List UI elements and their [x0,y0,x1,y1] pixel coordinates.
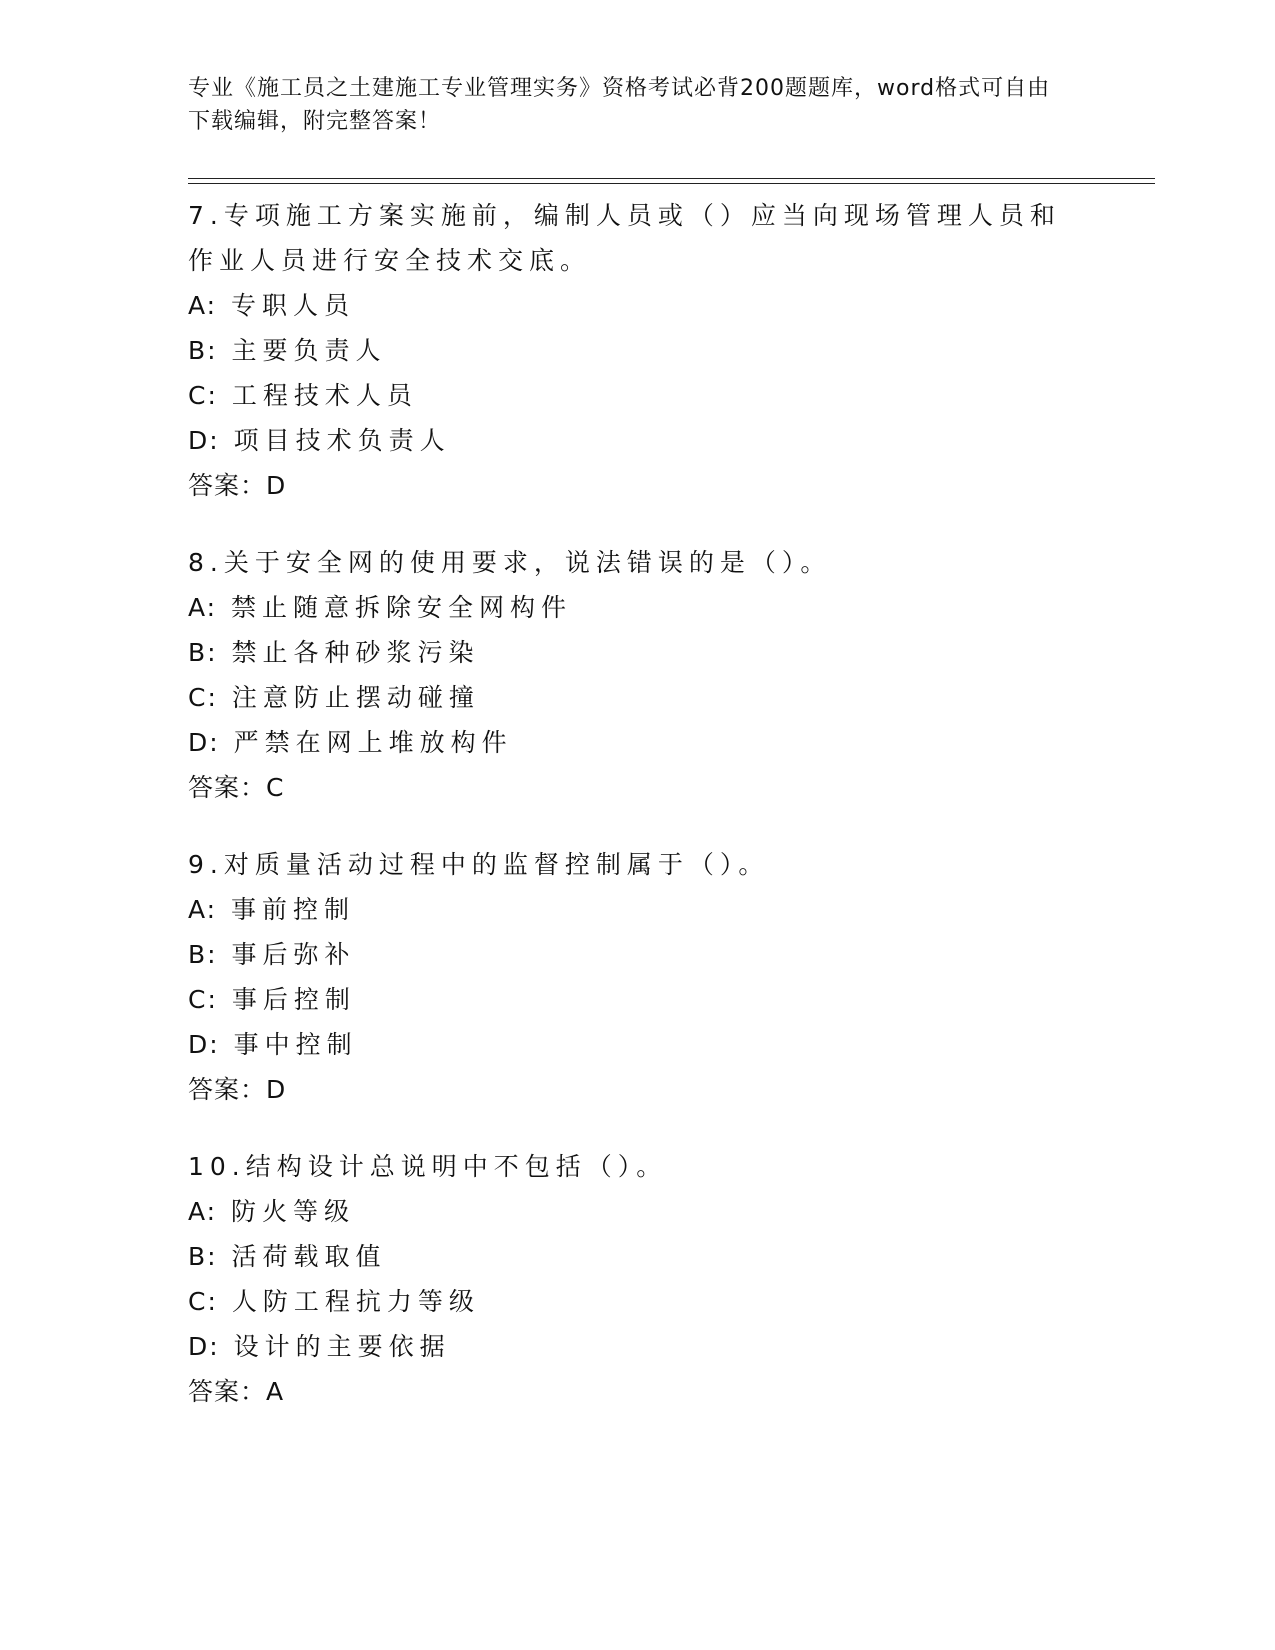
question-10 [188,1144,1088,1414]
option-letter: D: [188,426,220,455]
option-c [188,1279,1088,1324]
option-b [188,1234,1088,1279]
answer-line [188,765,1088,810]
answer-line [188,1067,1088,1112]
option-c [188,373,1088,418]
answer-label: 答案： [188,1377,267,1406]
option-text: 事中控制 [233,1030,358,1059]
option-text: 工程技术人员 [231,381,418,410]
option-letter: A: [188,291,218,320]
answer-value: D [266,1075,287,1104]
option-letter: C: [188,985,218,1014]
option-letter: B: [188,1242,218,1271]
option-text: 严禁在网上堆放构件 [233,728,513,757]
option-letter: D: [188,1030,220,1059]
option-text: 事前控制 [231,895,356,924]
option-d [188,720,1088,765]
answer-line [188,1369,1088,1414]
option-text: 事后控制 [231,985,356,1014]
question-stem: 8.关于安全网的使用要求，说法错误的是（）。 [188,548,832,577]
answer-line [188,463,1088,508]
header-divider-bottom [188,183,1155,184]
option-a [188,1189,1088,1234]
option-letter: C: [188,1287,218,1316]
option-b [188,630,1088,675]
option-d [188,418,1088,463]
option-b [188,328,1088,373]
question-stem: 10.结构设计总说明中不包括（）。 [188,1152,668,1181]
question-7 [188,193,1088,508]
option-letter: B: [188,940,218,969]
option-text: 主要负责人 [231,336,387,365]
option-a [188,887,1088,932]
answer-label: 答案： [188,471,267,500]
option-d [188,1324,1088,1369]
option-text: 注意防止摆动碰撞 [231,683,480,712]
option-a [188,283,1088,328]
question-8 [188,540,1088,810]
option-text: 防火等级 [231,1197,356,1226]
option-text: 禁止随意拆除安全网构件 [231,593,573,622]
header-divider-top [188,178,1155,179]
document-header: 专业《施工员之土建施工专业管理实务》资格考试必背200题题库，word格式可自由下载编辑，附完整答案！ [188,76,1051,134]
option-letter: A: [188,1197,218,1226]
option-letter: A: [188,895,218,924]
option-letter: B: [188,336,218,365]
option-text: 事后弥补 [231,940,356,969]
option-letter: D: [188,728,220,757]
answer-value: C [266,773,285,802]
option-b [188,932,1088,977]
question-9 [188,842,1088,1112]
option-a [188,585,1088,630]
option-c [188,977,1088,1022]
option-text: 活荷载取值 [231,1242,387,1271]
option-letter: A: [188,593,218,622]
option-letter: C: [188,381,218,410]
option-letter: C: [188,683,218,712]
question-list [188,193,1088,1446]
answer-value: A [266,1377,285,1406]
option-text: 人防工程抗力等级 [231,1287,480,1316]
answer-value: D [266,471,287,500]
option-c [188,675,1088,720]
option-letter: D: [188,1332,220,1361]
option-text: 项目技术负责人 [233,426,451,455]
option-letter: B: [188,638,218,667]
option-text: 禁止各种砂浆污染 [231,638,480,667]
answer-label: 答案： [188,773,267,802]
option-text: 专职人员 [231,291,356,320]
question-stem: 7.专项施工方案实施前，编制人员或（）应当向现场管理人员和作业人员进行安全技术交底。 [188,201,1061,275]
option-text: 设计的主要依据 [233,1332,451,1361]
option-d [188,1022,1088,1067]
question-stem: 9.对质量活动过程中的监督控制属于（）。 [188,850,770,879]
answer-label: 答案： [188,1075,267,1104]
